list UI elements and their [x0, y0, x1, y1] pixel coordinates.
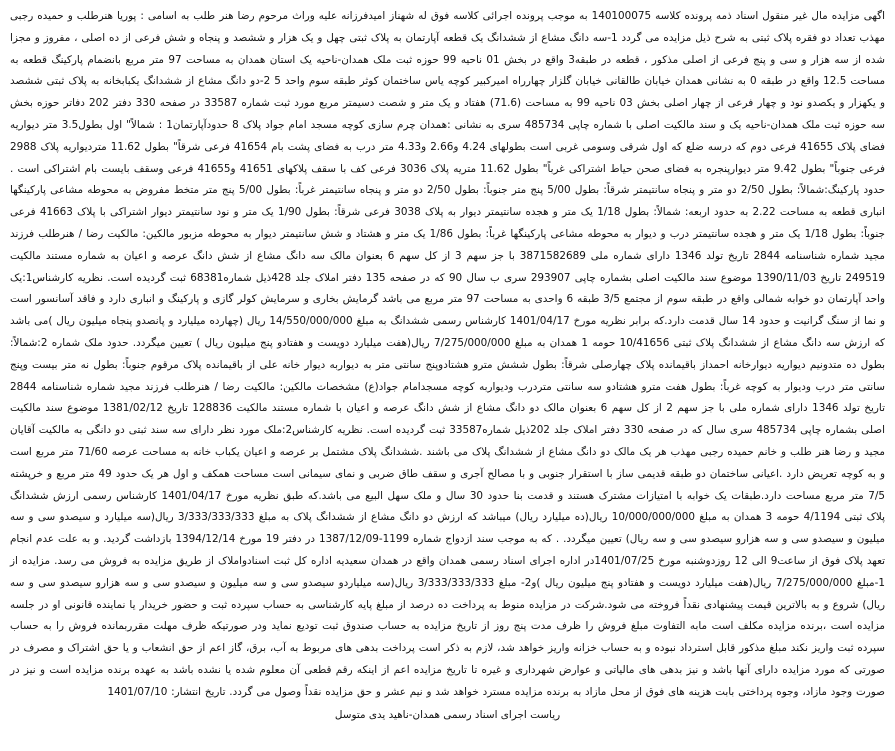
- auction-notice-body: [10, 6, 885, 704]
- notice-signature: رياست اجرای اسناد رسمی همدان-ناهید یدی متوسل: [334, 708, 561, 721]
- notice-text: اگهی مزایده مال غیر منقول اسناد ذمه پرونده کلاسه 140100075 به موجب پرونده اجرائی کلاسه فوق له شهناز امیدفرزانه علیه وراث مرحوم رضا هنر طلب به اسامی : پوریا هنرطلب و حمیده رجبی مهذب تعداد دو فقره پلاک ثبتی به شرح ذیل مزایده می گردد 1-سه دانگ مشاع از ششدانگ یک قطعه آپارتمان به پلاک ثبتی چهل و یک هزار و ششصد و پنجاه و شش فرعی از ده اصلی ، مفروز و مجزا شده از سه هزار و سی و پنج فرعی از اصلی مذکور ، قطعه در طبقه3 واقع در بخش 01 ناحیه 99 حوزه ثبت ملک همدان-ناحیه یک استان همدان به مساحت 97 متر مربع بانضمام پارکینگ قطعه به مساحت 12.5 واقع در طبقه 0 به نشانی همدان خیابان طالقانی خیابان گلزار چهارراه امیرکبیر کوچه یاس ساختمان کوثر طبقه سوم واحد 5 2-دو دانگ مشاع از ششدانگ یکبابخانه به پلاک ثبتی ششصد و یکهزار و یکصدو نود و چهار فرعی از چهار اصلی بخش 03 ناحیه 99 به مساحت (71.6) هفتاد و یک متر و شصت دسیمتر مربع مورد ثبت شماره 33587 در صفحه 330 دفتر 202 دفاتر حوزه بخش سه حوزه ثبت ملک همدان-ناحیه یک و سند مالکیت اصلی با شماره چاپی 485734 سری به نشانی :همدان چرم سازی کوچه مسجد امام جواد پلاک 8 حدودآپارتمان1 : شمالاً" اول بطول3.5 متر دیواریه فضای پلاک 41655 فرعی دوم که درسه ضلع که اول شرقی وسومی غربی است بطولهای 4.24 و2.66 و4.33 متر درب به فضای پشت بام 41654 فرعی شرقاً" بطول 11.62 متردیواریه پلاک 2988 فرعی جنوباً" بطول 9.42 متر دیوارپنجره به فضای صحن حیاط اشتراکی غرباً" بطول 11.62 متریه پلاک 3036 فرعی کف با سقف پلاکهای 41651 و41655 فرعی وسقف بایست بام اشتراکی است . حدود پارکینگ:شمالاً: بطول 2/50 دو متر و پنجاه سانتیمتر شرقاً: بطول 5/00 پنج متر جنوباً: بطول 2/50 دو متر و پنجاه سانتیمتر غرباً: بطول 5/00 پنج متر متخط مفروض به محوطه مشاعی پارکینگها انباری قطعه به مساحت 2.22 به حدود اربعه: شمالاً: بطول 1/18 یک متر و هجده سانتیمتر دیوار به پلاک 3038 فرعی شرقاً: بطول 1/90 یک متر و نود سانتیمتر دیوار اشتراکی با پلاک 41663 فرعی جنوباً: بطول 1/18 یک متر و هجده سانتیمتر درب و دیوار به محوطه مشاعی پارکینگها غرباً: بطول 1/86 یک متر و هشتاد و شش سانتیمتر دیوار به محوطه مزبور مالکین: مالکیت رضا / هنرطلب فرزند مجید شماره شناسنامه 2844 تاریخ تولد 1346 دارای شماره ملی 3871582689 با جز سهم 3 از کل سهم 6 بعنوان مالک سه دانگ مشاع از شش دانگ عرصه و اعیان به شماره مستند مالکیت 249519 تاریخ 1390/11/03 موضوع سند مالکیت اصلی بشماره چاپی 293907 سری ب سال 90 که در صفحه 135 دفتر املاک جلد 428ذیل شماره68381 ثبت گردیده است. نظریه کارشناس1:یک واحد آپارتمان دو خوابه شمالی واقع در طبقه سوم از مجتمع 3/5 طبقه 6 واحدی به مساحت 97 متر مربع می باشد گرمایش بخاری و سرمایش کولر گازی و پارکینگ و انباری دارد و فاقد آسانسور است و نما از سنگ گرانیت و حدود 14 سال قدمت دارد.که برابر نظریه مورخ 1401/04/17 کارشناس رسمی ششدانگ به مبلغ 14/550/000/000 ریال (چهارده میلیارد و پانصدو پنجاه میلیون ریال )می باشد که ارزش سه دانگ مشاع از ششدانگ پلاک ثبتی 10/41656 حومه 1 همدان به مبلغ 7/275/000/000 ریال(هفت میلیارد دویست و هفتادو پنج میلیون ریال ) تعیین میگردد. حدود ملک شماره 2:شمالاً: بطول ده متدونیم دیواریه دیوارخانه احمداز باقیمانده پلاک چهارصلی شرقاً: بطول ششش مترو هشتادوپنج سانتی متر به دیواربه دیوار خانه علی از باقیمانده پلاک مرقوم جنوباً: بطول نه متر بیست وپنج سانتی متر درب ودیوار به کوچه غرباً: بطول هفت مترو هشتادو سه سانتی متردرب ودیواربه کوچه مسجدامام جواد(ع) مشخصات مالکین: مالکیت رضا / هنرطلب فرزند مجید شماره شناسنامه 2844 تاریخ تولد 1346 دارای شماره ملی با جز سهم 2 از کل سهم 6 بعنوان مالک دو دانگ مشاع از شش دانگ عرصه و اعیان با شماره مستند مالکیت 128836 تاریخ 1381/02/12 موضوع سند مالکیت اصلی بشماره چاپی 485734 سری سال که در صفحه 330 دفتر املاک جلد 202ذیل شماره33587 ثبت گردیده است. نظریه کارشناس2:ملک مورد نظر دارای سه سند ثبتی دو دانگی به مالکیت آقایان مجید و رضا هنر طلب و خانم حمیده رجبی مهذب هر یک مالک دو دانگ مشاع از ششدانگ پلاک می باشند .ششدانگ پلاک مشتمل بر عرصه و اعیان یکباب خانه به مساحت عرصه 71/60 متر مربع است و به کوچه تعریض دارد .اعیانی ساختمان دو طبقه قدیمی ساز با استقرار جنوبی و با مصالح آجری و سقف طاق ضربی و نمای سیمانی است مساحت همکف و اول هر یک حدود 49 متر مربع و خرپشته 7/5 متر مربع مساحت دارد.طبقات یک خوابه با امتیازات مشترک هستند و قدمت بنا حدود 30 سال و ملک سهل البیع می باشد.که طبق نظریه مورخ 1401/04/17 کارشناس رسمی ارزش ششدانگ پلاک ثبتی 4/1194 حومه 3 همدان به مبلغ 10/000/000/000 ریال(ده میلیارد ریال) میباشد که ارزش دو دانگ مشاع از ششدانگ پلاک به مبلغ 3/333/333/333 ریال(سه میلیارد و سیصدو سی و سه میلیون و سیصدو سی و سه هزارو سیصدو سی و سه ریال) تعیین میگردد. . که به موجب سند ازدواج شماره 1199-1387/12/09 در دفتر 19 مورخ 1394/12/14 بازداشت گردید. و به علت عدم انجام تعهد پلاک فوق از ساعت9 الی 12 روزدوشنبه مورخ 1401/07/25در اداره اجرای اسناد رسمی همدان واقع در همدان سعیدیه اداره کل ثبت اسنادواملاک از طریق مزایده به فروش می رسد. مزایده از 1-مبلغ 7/275/000/000 ریال(هفت میلیارد دویست و هفتادو پنج میلیون ریال )و2- مبلغ 3/333/333/333 ریال(سه میلیاردو سیصدو سی و سه میلیون و سیصدو سی و سه هزارو سیصدو سی و سه ریال) شروع و به بالاترین قیمت پیشنهادی نقداً فروخته می شود.شرکت در مزایده منوط به پرداخت ده درصد از مبلغ پایه کارشناسی به حساب سپرده ثبت و حضور خریدار یا نماینده قانونی او در جلسه مزایده است ،برنده مزایده مکلف است مابه التفاوت مبلغ فروش را ظرف مدت پنج روز از تاریخ مزایده به حساب صندوق ثبت تودیع نماید ودر صورتیکه ظرف مهلت مقرربمانده فروش را به حساب سپرده ثبت واریز نکند مبلغ مذکور قابل استرداد نبوده و به حساب خزانه واریز خواهد شد، لازم به ذکر است پرداخت بدهی های مربوط به آب، برق، گاز اعم از حق انشعاب و یا حق اشتراک و مصرف در صورتی که مورد مزایده دارای آنها باشد و نیز بدهی های مالیاتی و عوارض شهرداری و غیره تا تاریخ مزایده اعم از اینکه رقم قطعی آن معلوم شده یا نشده باشد به عهده برنده مزایده است و نیز در صورت وجود مازاد، وجوه پرداختی بابت هزینه های فوق از محل مازاد به برنده مزایده مسترد خواهد شد و نیم عشر و حق مزایده نقداً وصول می گردد. تاریخ انتشار: 1401/07/10: [10, 10, 886, 698]
